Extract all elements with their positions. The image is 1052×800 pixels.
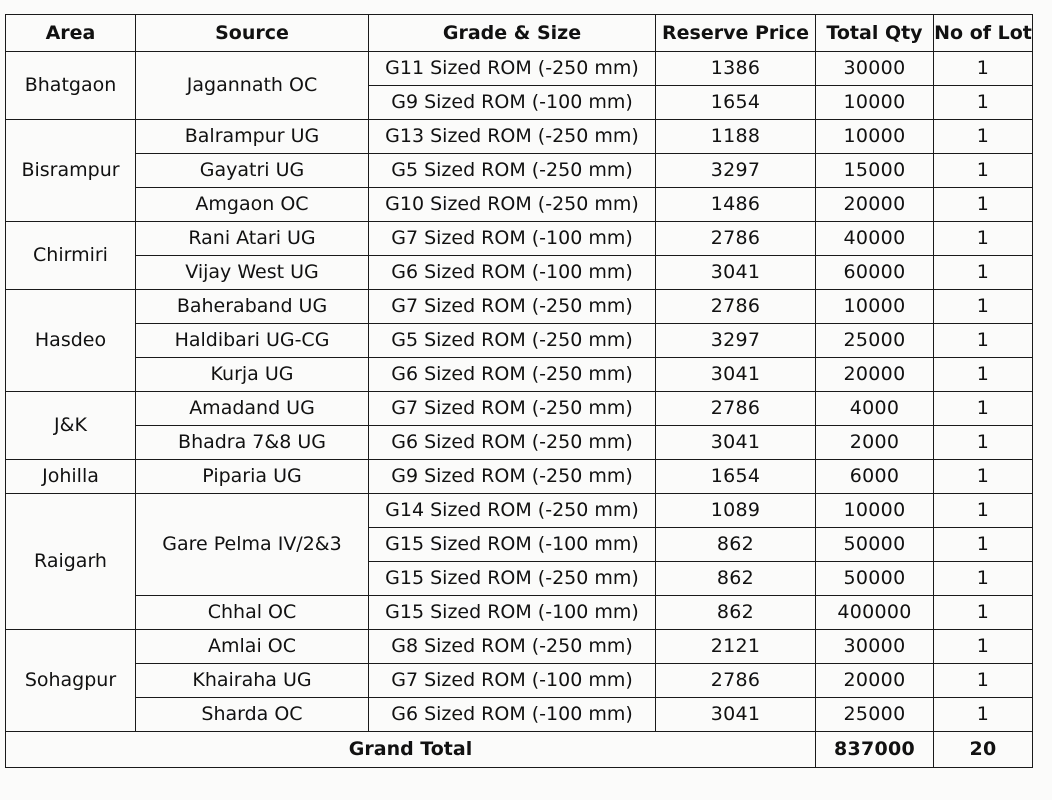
qty-cell: 20000 xyxy=(816,664,934,698)
header-row xyxy=(6,15,1033,52)
header-grade-size: Grade & Size xyxy=(369,15,656,52)
qty-cell: 60000 xyxy=(816,256,934,290)
price-cell: 3041 xyxy=(656,256,816,290)
source-cell: Khairaha UG xyxy=(136,664,369,698)
lot-cell: 1 xyxy=(934,52,1033,86)
area-cell: Bisrampur xyxy=(6,120,136,222)
table-row xyxy=(6,256,1033,290)
table-row xyxy=(6,392,1033,426)
grade-cell: G15 Sized ROM (-100 mm) xyxy=(369,596,656,630)
table-row xyxy=(6,460,1033,494)
price-cell: 1386 xyxy=(656,52,816,86)
price-cell: 3041 xyxy=(656,698,816,732)
lot-cell: 1 xyxy=(934,290,1033,324)
header-source: Source xyxy=(136,15,369,52)
qty-cell: 20000 xyxy=(816,358,934,392)
qty-cell: 4000 xyxy=(816,392,934,426)
price-cell: 862 xyxy=(656,562,816,596)
area-cell: J&K xyxy=(6,392,136,460)
source-cell: Baheraband UG xyxy=(136,290,369,324)
table-row xyxy=(6,426,1033,460)
area-cell: Johilla xyxy=(6,460,136,494)
grade-cell: G5 Sized ROM (-250 mm) xyxy=(369,154,656,188)
lot-cell: 1 xyxy=(934,256,1033,290)
source-cell: Kurja UG xyxy=(136,358,369,392)
area-cell: Chirmiri xyxy=(6,222,136,290)
source-cell: Amadand UG xyxy=(136,392,369,426)
area-cell: Hasdeo xyxy=(6,290,136,392)
source-cell: Sharda OC xyxy=(136,698,369,732)
lot-cell: 1 xyxy=(934,392,1033,426)
table-row xyxy=(6,188,1033,222)
grade-cell: G14 Sized ROM (-250 mm) xyxy=(369,494,656,528)
lot-cell: 1 xyxy=(934,494,1033,528)
grade-cell: G5 Sized ROM (-250 mm) xyxy=(369,324,656,358)
table-row xyxy=(6,222,1033,256)
table-row xyxy=(6,358,1033,392)
price-cell: 862 xyxy=(656,528,816,562)
lot-cell: 1 xyxy=(934,188,1033,222)
lot-cell: 1 xyxy=(934,664,1033,698)
table-row xyxy=(6,596,1033,630)
grand-total-qty: 837000 xyxy=(816,732,934,768)
table-row xyxy=(6,290,1033,324)
qty-cell: 2000 xyxy=(816,426,934,460)
table-row xyxy=(6,154,1033,188)
lot-cell: 1 xyxy=(934,86,1033,120)
header-reserve-price: Reserve Price xyxy=(656,15,816,52)
lot-cell: 1 xyxy=(934,358,1033,392)
table-row xyxy=(6,324,1033,358)
grand-total-row xyxy=(6,732,1033,768)
grade-cell: G15 Sized ROM (-100 mm) xyxy=(369,528,656,562)
area-cell: Bhatgaon xyxy=(6,52,136,120)
grade-cell: G9 Sized ROM (-250 mm) xyxy=(369,460,656,494)
source-cell: Chhal OC xyxy=(136,596,369,630)
qty-cell: 30000 xyxy=(816,52,934,86)
header-total-qty: Total Qty xyxy=(816,15,934,52)
price-cell: 862 xyxy=(656,596,816,630)
table-row xyxy=(6,120,1033,154)
qty-cell: 10000 xyxy=(816,290,934,324)
grade-cell: G6 Sized ROM (-100 mm) xyxy=(369,698,656,732)
grade-cell: G7 Sized ROM (-100 mm) xyxy=(369,222,656,256)
source-cell: Rani Atari UG xyxy=(136,222,369,256)
qty-cell: 25000 xyxy=(816,698,934,732)
grade-cell: G6 Sized ROM (-100 mm) xyxy=(369,256,656,290)
table-row xyxy=(6,494,1033,528)
grade-cell: G15 Sized ROM (-250 mm) xyxy=(369,562,656,596)
area-cell: Raigarh xyxy=(6,494,136,630)
grand-total-lots: 20 xyxy=(934,732,1033,768)
qty-cell: 50000 xyxy=(816,562,934,596)
source-cell: Haldibari UG-CG xyxy=(136,324,369,358)
source-cell: Balrampur UG xyxy=(136,120,369,154)
grade-cell: G13 Sized ROM (-250 mm) xyxy=(369,120,656,154)
source-cell: Bhadra 7&8 UG xyxy=(136,426,369,460)
header-no-of-lot: No of Lot xyxy=(934,15,1033,52)
coal-auction-table xyxy=(5,14,1033,768)
lot-cell: 1 xyxy=(934,596,1033,630)
grand-total-label: Grand Total xyxy=(6,732,816,768)
price-cell: 1654 xyxy=(656,460,816,494)
grade-cell: G11 Sized ROM (-250 mm) xyxy=(369,52,656,86)
qty-cell: 6000 xyxy=(816,460,934,494)
price-cell: 3297 xyxy=(656,154,816,188)
grade-cell: G7 Sized ROM (-250 mm) xyxy=(369,290,656,324)
source-cell: Gayatri UG xyxy=(136,154,369,188)
qty-cell: 400000 xyxy=(816,596,934,630)
source-cell: Vijay West UG xyxy=(136,256,369,290)
lot-cell: 1 xyxy=(934,426,1033,460)
qty-cell: 40000 xyxy=(816,222,934,256)
source-cell: Amgaon OC xyxy=(136,188,369,222)
qty-cell: 10000 xyxy=(816,86,934,120)
lot-cell: 1 xyxy=(934,460,1033,494)
price-cell: 2786 xyxy=(656,392,816,426)
table-row xyxy=(6,52,1033,86)
price-cell: 1188 xyxy=(656,120,816,154)
price-cell: 3297 xyxy=(656,324,816,358)
price-cell: 2786 xyxy=(656,664,816,698)
qty-cell: 15000 xyxy=(816,154,934,188)
lot-cell: 1 xyxy=(934,154,1033,188)
source-cell: Amlai OC xyxy=(136,630,369,664)
lot-cell: 1 xyxy=(934,120,1033,154)
price-cell: 1486 xyxy=(656,188,816,222)
price-cell: 2121 xyxy=(656,630,816,664)
area-cell: Sohagpur xyxy=(6,630,136,732)
qty-cell: 10000 xyxy=(816,120,934,154)
source-cell: Piparia UG xyxy=(136,460,369,494)
table-row xyxy=(6,630,1033,664)
grade-cell: G7 Sized ROM (-100 mm) xyxy=(369,664,656,698)
lot-cell: 1 xyxy=(934,528,1033,562)
price-cell: 3041 xyxy=(656,426,816,460)
price-cell: 3041 xyxy=(656,358,816,392)
qty-cell: 20000 xyxy=(816,188,934,222)
qty-cell: 25000 xyxy=(816,324,934,358)
qty-cell: 50000 xyxy=(816,528,934,562)
grade-cell: G7 Sized ROM (-250 mm) xyxy=(369,392,656,426)
header-area: Area xyxy=(6,15,136,52)
grade-cell: G8 Sized ROM (-250 mm) xyxy=(369,630,656,664)
price-cell: 1654 xyxy=(656,86,816,120)
grade-cell: G6 Sized ROM (-250 mm) xyxy=(369,358,656,392)
lot-cell: 1 xyxy=(934,562,1033,596)
price-cell: 2786 xyxy=(656,290,816,324)
source-cell: Gare Pelma IV/2&3 xyxy=(136,494,369,596)
lot-cell: 1 xyxy=(934,324,1033,358)
table-row xyxy=(6,698,1033,732)
lot-cell: 1 xyxy=(934,222,1033,256)
lot-cell: 1 xyxy=(934,698,1033,732)
price-cell: 1089 xyxy=(656,494,816,528)
table-row xyxy=(6,664,1033,698)
qty-cell: 30000 xyxy=(816,630,934,664)
qty-cell: 10000 xyxy=(816,494,934,528)
grade-cell: G10 Sized ROM (-250 mm) xyxy=(369,188,656,222)
lot-cell: 1 xyxy=(934,630,1033,664)
source-cell: Jagannath OC xyxy=(136,52,369,120)
grade-cell: G9 Sized ROM (-100 mm) xyxy=(369,86,656,120)
price-cell: 2786 xyxy=(656,222,816,256)
grade-cell: G6 Sized ROM (-250 mm) xyxy=(369,426,656,460)
